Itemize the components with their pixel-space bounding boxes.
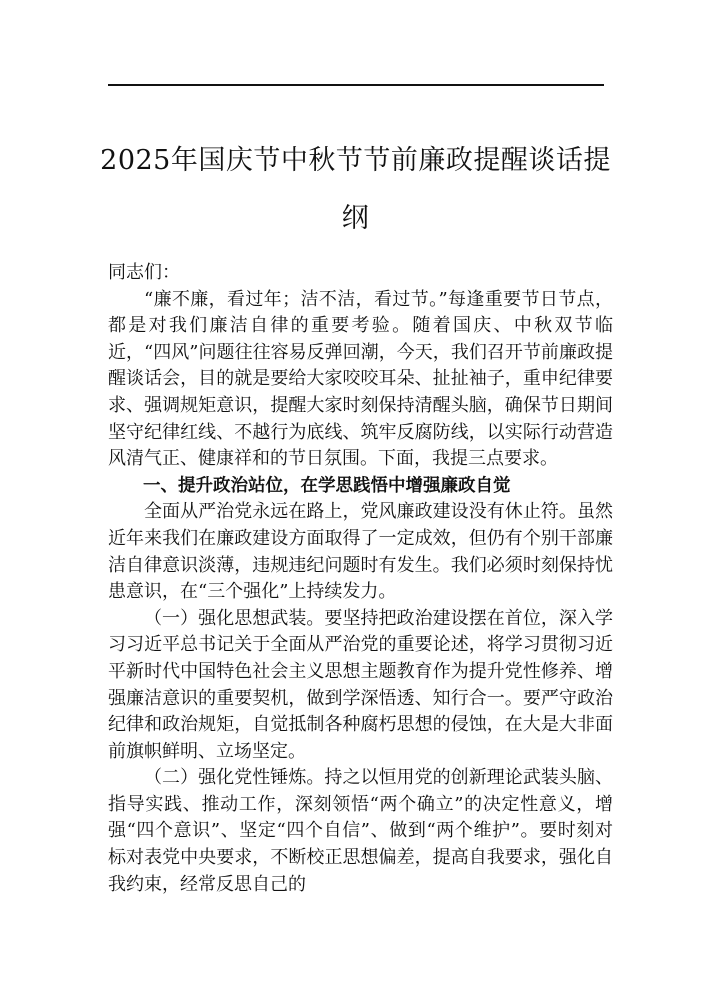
section-1-paragraph-3: （二）强化党性锤炼。持之以恒用党的创新理论武装头脑、指导实践、推动工作，深刻领悟“两个确立”的决定性意义，增强“四个意识”、坚定“四个自信”、做到“两个维护”。要时刻对标对表党中央要求，不断校正思想偏差，提高自我要求，强化自我约束，经常反思自己的 <box>108 767 613 895</box>
intro-paragraph: “廉不廉，看过年；洁不洁，看过节。”每逢重要节日节点，都是对我们廉洁自律的重要考验。随着国庆、中秋双节临近，“四风”问题往往容易反弹回潮，今天，我们召开节前廉政提醒谈话会，目的就是要给大家咬咬耳朵、扯扯袖子，重申纪律要求、强调规矩意识，提醒大家时刻保持清醒头脑，确保节日期间坚守纪律红线、不越行为底线、筑牢反腐防线，以实际行动营造风清气正、健康祥和的节日氛围。下面，我提三点要求。 <box>108 288 613 470</box>
document-body <box>108 260 613 898</box>
section-1-paragraph-1: 全面从严治党永远在路上，党风廉政建设没有休止符。虽然近年来我们在廉政建设方面取得了一定成效，但仍有个别干部廉洁自律意识淡薄，违规违纪问题时有发生。我们必须时刻保持忧患意识，在“三个强化”上持续发力。 <box>108 501 613 603</box>
section-heading-1: 一、提升政治站位，在学思践悟中增强廉政自觉 <box>143 475 511 496</box>
salutation: 同志们： <box>108 262 180 283</box>
header-rule <box>108 84 604 86</box>
section-1-paragraph-2: （一）强化思想武装。要坚持把政治建设摆在首位，深入学习习近平总书记关于全面从严治党的重要论述，将学习贯彻习近平新时代中国特色社会主义思想主题教育作为提升党性修养、增强廉洁意识的重要契机，做到学深悟透、知行合一。要严守政治纪律和政治规矩，自觉抵制各种腐朽思想的侵蚀，在大是大非面前旗帜鲜明、立场坚定。 <box>108 607 613 762</box>
document-title: 2025年国庆节中秋节节前廉政提醒谈话提纲 <box>100 145 611 234</box>
